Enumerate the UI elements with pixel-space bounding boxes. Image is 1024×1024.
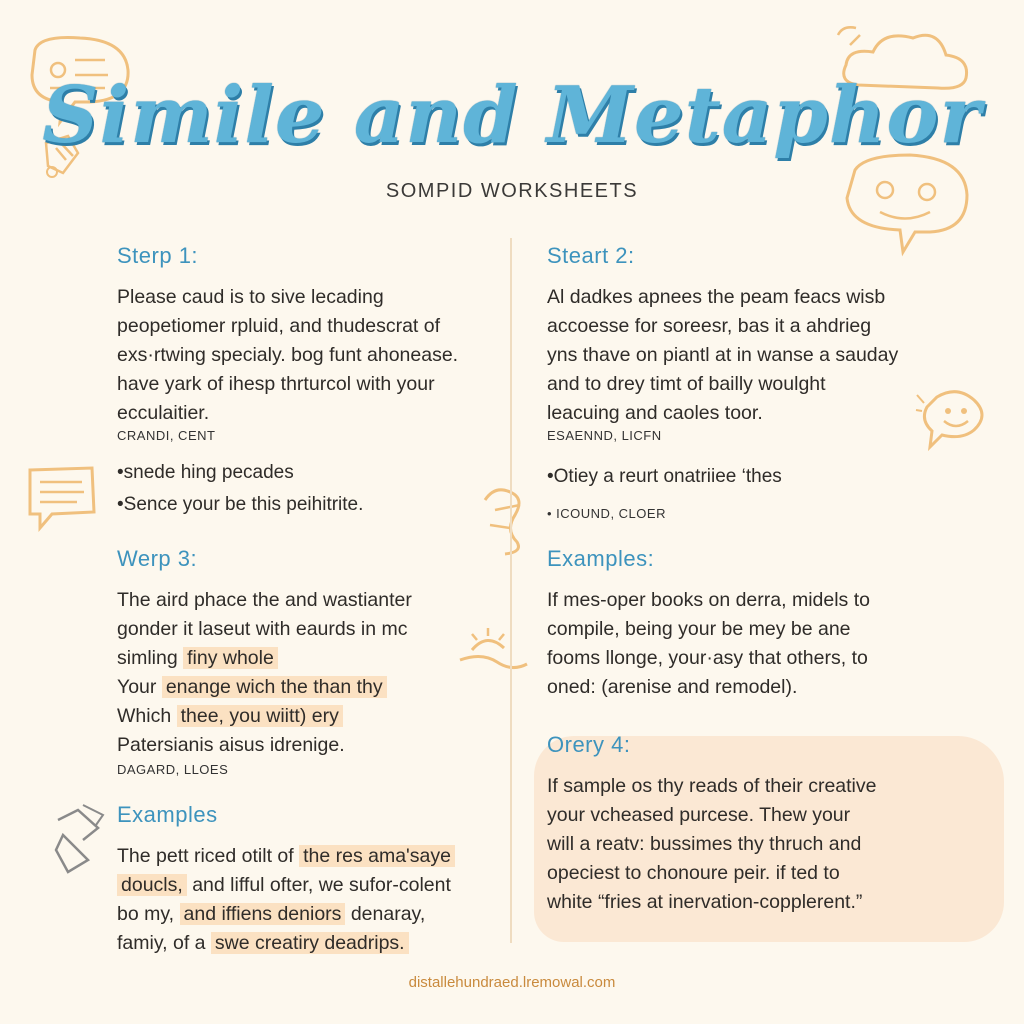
text-line: If sample os thy reads of their creative: [547, 775, 877, 797]
text-line: [117, 702, 502, 731]
text-line: peopetiomer rpluid, and thudescrat of: [117, 315, 441, 337]
text-line: [117, 842, 502, 871]
step-3-heading: Werp 3:: [117, 546, 198, 571]
text-segment: simling: [117, 647, 184, 669]
bullet-item: •Sence your be this peihitrite.: [117, 494, 364, 515]
highlighted-text: swe creatiry deadrips.: [211, 932, 409, 954]
text-line: exs·rtwing specialy. bog funt ahonease.: [117, 344, 459, 366]
footer-url[interactable]: distallehundraed.lremowal.com: [408, 974, 616, 991]
highlighted-text: doucls,: [117, 874, 187, 896]
text-line: Patersianis aisus idrenige.: [117, 734, 345, 756]
text-line: gonder it laseut with eaurds in mc: [117, 618, 408, 640]
step-1-section: [117, 243, 502, 428]
step-2-heading: Steart 2:: [547, 243, 635, 268]
text-line: yns thave on piantl at in wanse a sauday: [547, 344, 899, 366]
step-3-section: [117, 546, 502, 760]
text-line: Please caud is to sive lecading: [117, 286, 384, 308]
text-line: [117, 929, 502, 958]
text-line: oned: (arenise and remodel).: [547, 676, 798, 698]
text-line: your vcheased purcese. Thew your: [547, 804, 851, 826]
highlighted-text: thee, you wiitt) ery: [177, 705, 343, 727]
right-examples-section: [547, 546, 947, 702]
text-line: and to drey timt of bailly woulght: [547, 373, 826, 395]
text-line: Al dadkes apnees the peam feacs wisb: [547, 286, 886, 308]
text-segment: Your: [117, 676, 162, 698]
left-examples-section: [117, 802, 502, 958]
page-subtitle: SOMPID WORKSHEETS: [385, 180, 639, 202]
column-divider: [510, 238, 512, 943]
text-segment: Which: [117, 705, 177, 727]
text-segment: The pett riced otilt of: [117, 845, 300, 867]
text-line: [117, 673, 502, 702]
step-1-text: [117, 283, 502, 428]
text-line: leacuing and caoles toor.: [547, 402, 763, 424]
highlighted-text: the res ama'saye: [299, 845, 455, 867]
highlighted-text: enange wich the than thy: [162, 676, 387, 698]
text-segment: denaray,: [345, 903, 426, 925]
step-4-text: [547, 772, 967, 917]
text-segment: famiy, of a: [117, 932, 211, 954]
step-1-label: CRANDI, CENT: [117, 428, 216, 443]
text-line: fooms llonge, your·asy that others, to: [547, 647, 868, 669]
bullet-item: •Otiey a reurt onatriiee ‘thes: [547, 466, 782, 487]
step-2-label-2: • ICOUND, CLOER: [547, 506, 666, 521]
text-line: [117, 900, 502, 929]
left-examples-text: [117, 842, 502, 958]
text-line: will a reatv: bussimes thy thruch and: [547, 833, 862, 855]
text-line: have yark of ihesp thrturcol with your: [117, 373, 435, 395]
left-examples-heading: Examples: [117, 802, 218, 827]
highlighted-text: and iffiens deniors: [180, 903, 346, 925]
right-examples-heading: Examples:: [547, 546, 655, 571]
text-line: compile, being your be mey be ane: [547, 618, 851, 640]
text-line: [117, 871, 502, 900]
highlighted-text: finy whole: [183, 647, 278, 669]
document-icon: [22, 462, 102, 532]
step-2-section: [547, 243, 947, 428]
text-line: [117, 644, 502, 673]
text-line: ecculaitier.: [117, 402, 210, 424]
text-line: The aird phace the and wastianter: [117, 589, 412, 611]
right-examples-text: [547, 586, 947, 702]
bullet-item: •snede hing pecades: [117, 462, 294, 483]
page-title: Simile and Metaphor: [42, 70, 982, 161]
step-2-label: ESAENND, LICFN: [547, 428, 662, 443]
text-segment: bo my,: [117, 903, 180, 925]
text-line: accoesse for soreesr, bas it a ahdrieg: [547, 315, 872, 337]
text-line: If mes-oper books on derra, midels to: [547, 589, 870, 611]
text-line: white “fries at inervation-copplerent.”: [547, 891, 863, 913]
step-3-text: [117, 586, 502, 760]
step-4-section: [547, 732, 967, 917]
step-4-heading: Orery 4:: [547, 732, 631, 757]
step-2-text: [547, 283, 947, 428]
step-1-heading: Sterp 1:: [117, 243, 199, 268]
text-segment: and lifful ofter, we sufor-colent: [186, 874, 451, 896]
pencil-icon: [48, 800, 118, 880]
text-line: opeciest to chonoure peir. if ted to: [547, 862, 840, 884]
step-3-label: DAGARD, LLOES: [117, 762, 229, 777]
